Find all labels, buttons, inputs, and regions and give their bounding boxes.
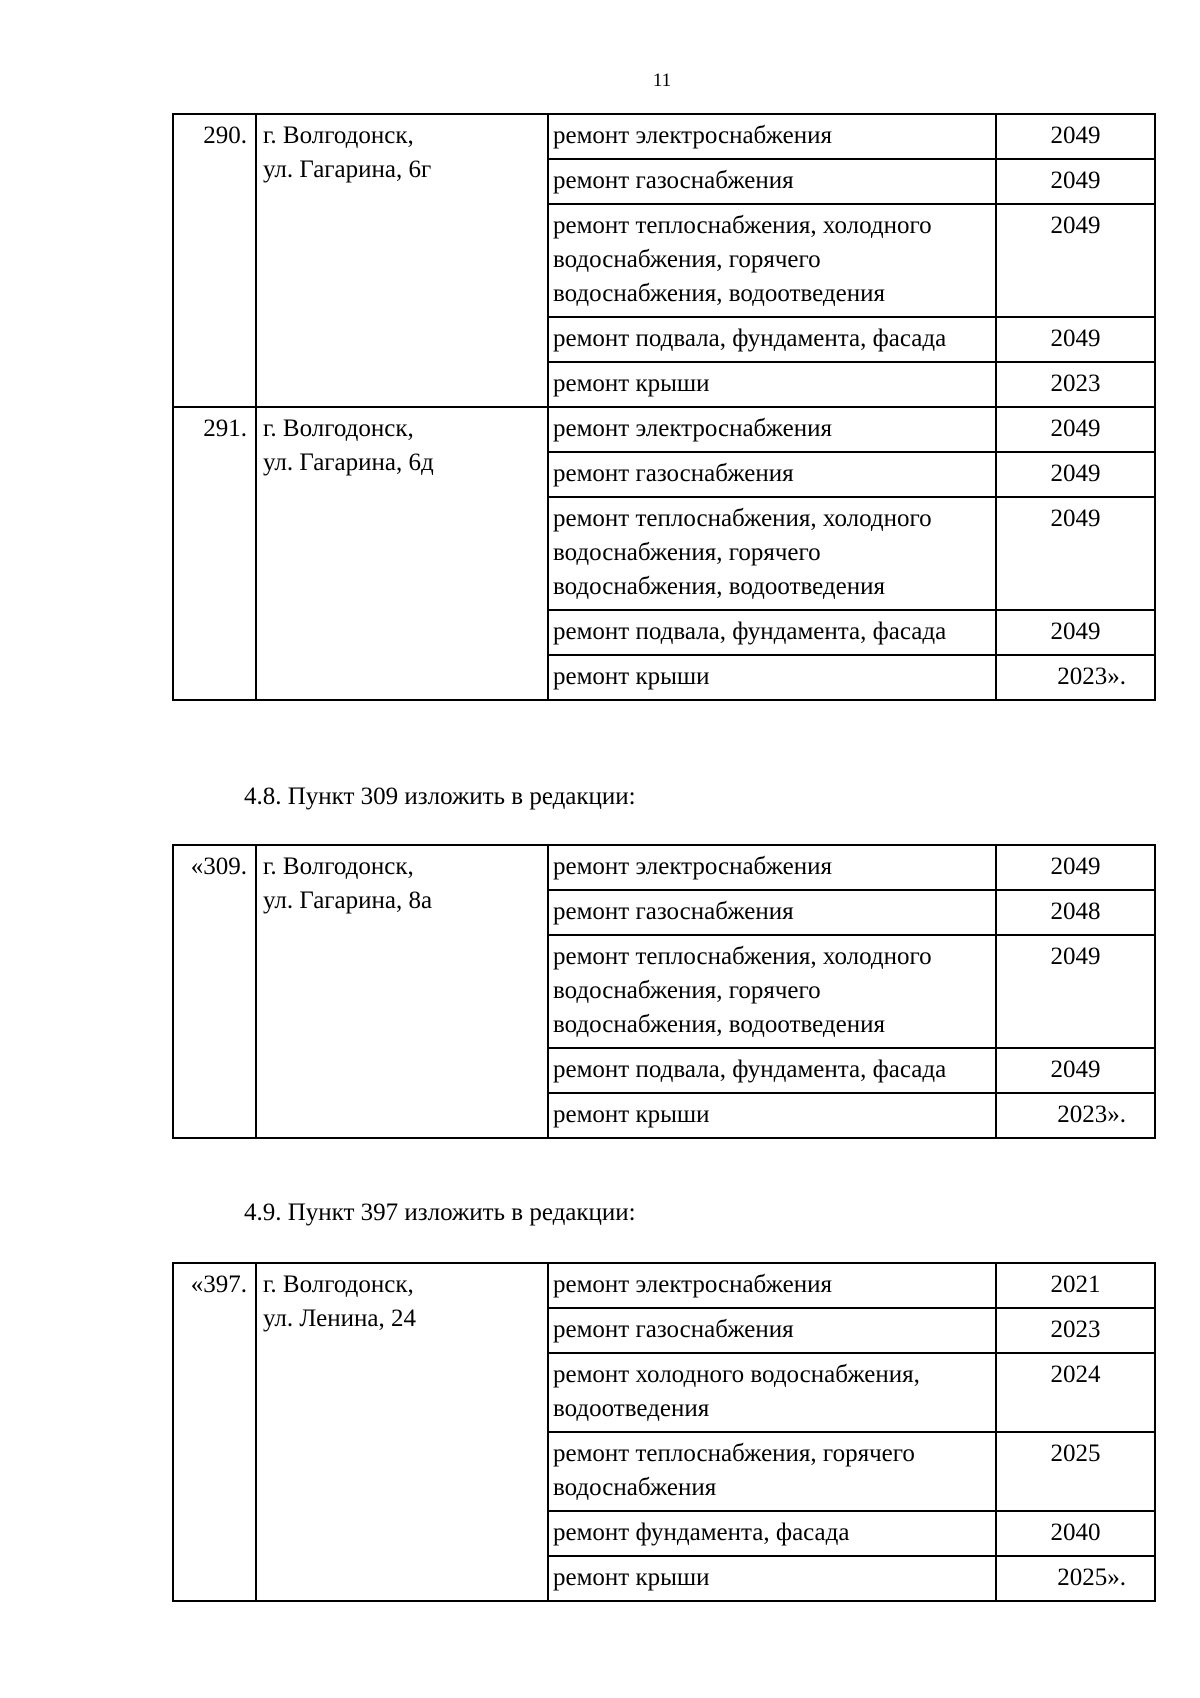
address-line: ул. Ленина, 24 — [263, 1305, 416, 1332]
planned-year: 2049 — [996, 497, 1155, 610]
repair-schedule-table-3 — [172, 1262, 1156, 1602]
repair-schedule-table-2 — [172, 844, 1156, 1139]
work-type: ремонт электроснабжения — [548, 407, 996, 452]
entry-address — [256, 1263, 548, 1601]
planned-year: 2023 — [996, 1308, 1155, 1353]
planned-year: 2049 — [996, 452, 1155, 497]
planned-year: 2049 — [996, 610, 1155, 655]
address-line: ул. Гагарина, 8а — [263, 887, 433, 914]
address-line: ул. Гагарина, 6г — [263, 156, 432, 183]
planned-year: 2048 — [996, 890, 1155, 935]
entry-number: 290. — [173, 114, 256, 407]
planned-year: 2024 — [996, 1353, 1155, 1432]
work-type: ремонт подвала, фундамента, фасада — [548, 610, 996, 655]
planned-year: 2049 — [996, 407, 1155, 452]
work-type: ремонт газоснабжения — [548, 1308, 996, 1353]
work-type: ремонт газоснабжения — [548, 159, 996, 204]
table-row — [173, 114, 1155, 159]
planned-year: 2023». — [996, 1093, 1155, 1138]
entry-address — [256, 114, 548, 407]
planned-year: 2049 — [996, 114, 1155, 159]
work-type: ремонт теплоснабжения, горячего водоснабжения — [548, 1432, 996, 1511]
work-type: ремонт теплоснабжения, холодного водоснабжения, горячего водоснабжения, водоотведения — [548, 497, 996, 610]
work-type: ремонт газоснабжения — [548, 452, 996, 497]
table-row — [173, 407, 1155, 452]
work-type: ремонт электроснабжения — [548, 1263, 996, 1308]
work-type: ремонт крыши — [548, 362, 996, 407]
address-line: ул. Гагарина, 6д — [263, 449, 434, 476]
planned-year: 2021 — [996, 1263, 1155, 1308]
entry-address — [256, 407, 548, 700]
paragraph-4-9: 4.9. Пункт 397 изложить в редакции: — [244, 1199, 636, 1226]
work-type: ремонт фундамента, фасада — [548, 1511, 996, 1556]
planned-year: 2049 — [996, 1048, 1155, 1093]
work-type: ремонт подвала, фундамента, фасада — [548, 1048, 996, 1093]
planned-year: 2049 — [996, 204, 1155, 317]
work-type: ремонт газоснабжения — [548, 890, 996, 935]
planned-year: 2049 — [996, 845, 1155, 890]
work-type: ремонт крыши — [548, 1556, 996, 1601]
planned-year: 2049 — [996, 317, 1155, 362]
planned-year: 2040 — [996, 1511, 1155, 1556]
entry-number: 291. — [173, 407, 256, 700]
repair-schedule-table-1 — [172, 113, 1156, 701]
address-line: г. Волгодонск, — [263, 1271, 414, 1298]
address-line: г. Волгодонск, — [263, 122, 414, 149]
page-number: 11 — [652, 70, 672, 91]
planned-year: 2049 — [996, 935, 1155, 1048]
address-line: г. Волгодонск, — [263, 415, 414, 442]
planned-year: 2049 — [996, 159, 1155, 204]
entry-address — [256, 845, 548, 1138]
planned-year: 2025». — [996, 1556, 1155, 1601]
address-line: г. Волгодонск, — [263, 853, 414, 880]
planned-year: 2023 — [996, 362, 1155, 407]
entry-number: «309. — [173, 845, 256, 1138]
table-row — [173, 845, 1155, 890]
table-row — [173, 1263, 1155, 1308]
planned-year: 2025 — [996, 1432, 1155, 1511]
entry-number: «397. — [173, 1263, 256, 1601]
work-type: ремонт электроснабжения — [548, 845, 996, 890]
work-type: ремонт теплоснабжения, холодного водоснабжения, горячего водоснабжения, водоотведения — [548, 935, 996, 1048]
work-type: ремонт крыши — [548, 1093, 996, 1138]
paragraph-4-8: 4.8. Пункт 309 изложить в редакции: — [244, 783, 636, 810]
work-type: ремонт теплоснабжения, холодного водоснабжения, горячего водоснабжения, водоотведения — [548, 204, 996, 317]
work-type: ремонт электроснабжения — [548, 114, 996, 159]
work-type: ремонт подвала, фундамента, фасада — [548, 317, 996, 362]
planned-year: 2023». — [996, 655, 1155, 700]
work-type: ремонт холодного водоснабжения, водоотведения — [548, 1353, 996, 1432]
work-type: ремонт крыши — [548, 655, 996, 700]
